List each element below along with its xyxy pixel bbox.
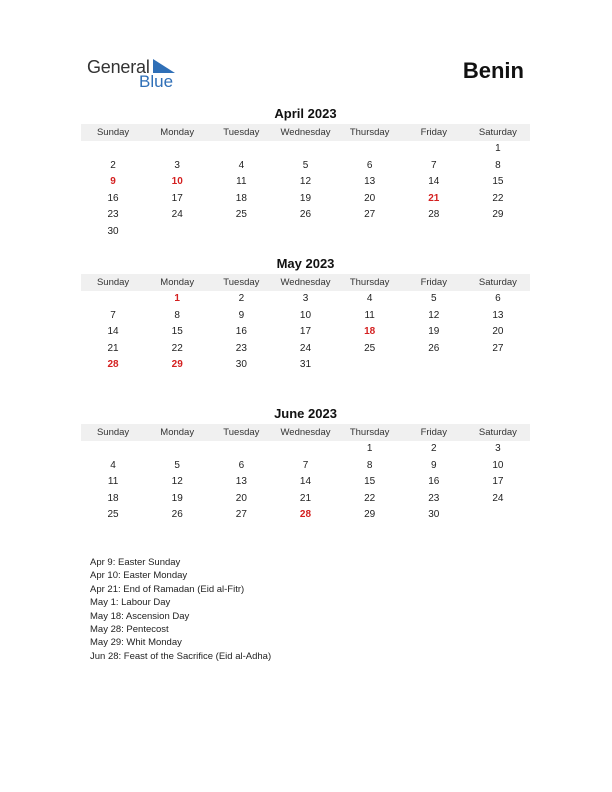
weekday-label: Wednesday — [280, 277, 331, 288]
holiday-item: May 28: Pentecost — [90, 624, 169, 636]
week-row — [81, 357, 530, 374]
day-cell: 22 — [492, 192, 504, 204]
day-cell: 5 — [302, 159, 309, 171]
holiday-item: May 1: Labour Day — [90, 597, 171, 609]
week-row — [81, 207, 530, 224]
day-cell: 26 — [428, 342, 440, 354]
empty-day-cell — [273, 441, 337, 458]
day-cell: 1 — [495, 143, 501, 154]
day-cell: 29 — [171, 359, 183, 371]
empty-day-cell — [145, 141, 209, 158]
holiday-item: May 29: Whit Monday — [90, 637, 182, 649]
week-row — [81, 224, 530, 241]
empty-day-cell — [209, 141, 273, 158]
holiday-item: Apr 21: End of Ramadan (Eid al-Fitr) — [90, 583, 245, 595]
week-row — [81, 341, 530, 358]
day-cell: 20 — [492, 326, 504, 338]
day-cell: 28 — [428, 209, 440, 221]
day-cell: 6 — [366, 159, 373, 171]
day-cell: 16 — [107, 192, 119, 204]
day-cell: 15 — [492, 176, 504, 188]
day-cell: 13 — [235, 476, 247, 488]
empty-day-cell — [209, 441, 273, 458]
day-cell: 20 — [235, 492, 247, 504]
weekday-label: Thursday — [349, 127, 390, 138]
month-may — [81, 256, 530, 374]
holiday-item: Apr 10: Easter Monday — [90, 570, 188, 582]
day-cell: 22 — [171, 342, 183, 354]
day-cell: 12 — [428, 309, 440, 321]
day-cell: 15 — [171, 326, 183, 338]
week-row — [81, 441, 530, 458]
logo-text-general: General — [87, 57, 150, 77]
day-cell: 3 — [495, 443, 501, 454]
empty-day-cell — [273, 224, 337, 241]
day-cell: 19 — [299, 192, 312, 204]
weekday-label: Tuesday — [223, 127, 260, 138]
week-row — [81, 174, 530, 191]
month-title: April 2023 — [274, 106, 337, 121]
week-row — [81, 141, 530, 158]
weekday-header — [81, 424, 530, 441]
week-row — [81, 458, 530, 475]
day-cell: 27 — [492, 342, 504, 354]
empty-day-cell — [81, 141, 145, 158]
week-row — [81, 491, 530, 508]
day-cell: 18 — [107, 492, 119, 504]
day-cell: 12 — [299, 176, 312, 188]
week-row — [81, 324, 530, 341]
month-title: June 2023 — [274, 406, 337, 421]
day-cell: 21 — [107, 342, 119, 354]
day-cell: 23 — [107, 209, 119, 221]
empty-day-cell — [81, 291, 145, 308]
empty-day-cell — [466, 357, 530, 374]
weekday-header — [81, 124, 530, 141]
month-june — [81, 406, 530, 524]
day-cell: 4 — [238, 159, 245, 171]
day-cell: 19 — [171, 492, 183, 504]
weekday-label: Friday — [420, 127, 447, 138]
day-cell: 6 — [238, 459, 245, 471]
day-cell: 11 — [364, 309, 375, 321]
day-cell: 8 — [174, 309, 180, 321]
empty-day-cell — [145, 224, 209, 241]
empty-day-cell — [466, 507, 530, 524]
day-cell: 21 — [428, 192, 440, 204]
day-cell: 28 — [107, 359, 119, 371]
day-cell: 20 — [364, 192, 376, 204]
weekday-label: Sunday — [96, 427, 130, 438]
week-row — [81, 191, 530, 208]
day-cell: 25 — [364, 342, 376, 354]
weekday-label: Wednesday — [280, 427, 331, 438]
weekday-label: Thursday — [349, 277, 390, 288]
week-row — [81, 291, 530, 308]
day-cell: 27 — [235, 509, 247, 521]
country-title: Benin — [462, 58, 524, 83]
logo-text-blue: Blue — [139, 72, 174, 91]
day-cell: 12 — [171, 476, 183, 488]
day-cell: 5 — [174, 459, 180, 471]
week-row — [81, 308, 530, 325]
weekday-label: Saturday — [478, 277, 517, 288]
day-cell: 6 — [495, 293, 501, 304]
day-cell: 27 — [364, 209, 376, 221]
day-cell: 25 — [235, 209, 247, 221]
day-cell: 30 — [428, 509, 440, 521]
empty-day-cell — [145, 441, 209, 458]
holiday-item: Jun 28: Feast of the Sacrifice (Eid al-Adha) — [90, 650, 272, 662]
day-cell: 8 — [366, 459, 373, 471]
day-cell: 1 — [366, 443, 373, 454]
week-row — [81, 507, 530, 524]
day-cell: 24 — [299, 342, 312, 354]
weekday-label: Monday — [160, 277, 195, 288]
day-cell: 9 — [110, 176, 116, 188]
empty-day-cell — [466, 224, 530, 241]
weekday-label: Saturday — [478, 427, 517, 438]
week-row — [81, 474, 530, 491]
day-cell: 4 — [110, 459, 116, 471]
generalblue-logo — [87, 56, 187, 92]
holiday-list — [90, 556, 271, 663]
day-cell: 17 — [492, 476, 504, 488]
day-cell: 28 — [299, 509, 312, 521]
day-cell: 23 — [235, 342, 247, 354]
weekday-label: Thursday — [349, 427, 390, 438]
day-cell: 18 — [235, 192, 247, 204]
weekday-header — [81, 274, 530, 291]
day-cell: 14 — [107, 326, 119, 338]
weekday-label: Sunday — [96, 277, 130, 288]
day-cell: 11 — [236, 176, 247, 188]
weekday-label: Monday — [160, 127, 195, 138]
empty-day-cell — [81, 441, 145, 458]
day-cell: 26 — [171, 509, 183, 521]
day-cell: 18 — [364, 326, 376, 338]
weekday-label: Monday — [160, 427, 195, 438]
month-title: May 2023 — [276, 256, 335, 271]
day-cell: 23 — [428, 492, 440, 504]
empty-day-cell — [338, 357, 402, 374]
day-cell: 22 — [364, 492, 376, 504]
empty-day-cell — [209, 224, 273, 241]
day-cell: 25 — [107, 509, 119, 521]
day-cell: 17 — [171, 192, 183, 204]
weekday-label: Friday — [420, 277, 447, 288]
day-cell: 10 — [299, 309, 312, 321]
day-cell: 24 — [171, 209, 183, 221]
day-cell: 2 — [430, 443, 437, 454]
day-cell: 31 — [299, 359, 312, 371]
weekday-label: Friday — [420, 427, 447, 438]
day-cell: 14 — [299, 476, 312, 488]
weekday-label: Sunday — [96, 127, 130, 138]
weekday-label: Saturday — [478, 127, 517, 138]
holiday-item: Apr 9: Easter Sunday — [90, 557, 181, 568]
day-cell: 10 — [171, 176, 183, 188]
day-cell: 16 — [235, 326, 247, 338]
day-cell: 30 — [107, 225, 119, 237]
day-cell: 8 — [495, 159, 501, 171]
day-cell: 29 — [492, 209, 504, 221]
day-cell: 13 — [364, 176, 376, 188]
day-cell: 2 — [110, 159, 116, 171]
empty-day-cell — [402, 357, 466, 374]
day-cell: 29 — [364, 509, 376, 521]
logo-triangle-icon — [153, 59, 175, 73]
day-cell: 17 — [299, 326, 312, 338]
day-cell: 4 — [366, 293, 373, 304]
empty-day-cell — [273, 141, 337, 158]
empty-day-cell — [338, 224, 402, 241]
day-cell: 14 — [428, 176, 440, 188]
weekday-label: Wednesday — [280, 127, 331, 138]
weekday-label: Tuesday — [223, 427, 260, 438]
day-cell: 9 — [430, 459, 437, 471]
day-cell: 1 — [174, 293, 180, 304]
day-cell: 7 — [302, 459, 309, 471]
day-cell: 9 — [238, 309, 245, 321]
empty-day-cell — [402, 141, 466, 158]
day-cell: 13 — [492, 309, 504, 321]
empty-day-cell — [338, 141, 402, 158]
day-cell: 5 — [430, 293, 437, 304]
day-cell: 19 — [428, 326, 440, 338]
day-cell: 2 — [238, 293, 245, 304]
day-cell: 11 — [107, 476, 119, 488]
day-cell: 10 — [492, 459, 504, 471]
day-cell: 3 — [174, 159, 180, 171]
day-cell: 30 — [235, 359, 247, 371]
weekday-label: Tuesday — [223, 277, 260, 288]
day-cell: 7 — [430, 159, 437, 171]
day-cell: 15 — [364, 476, 376, 488]
month-april — [81, 106, 530, 241]
holiday-item: May 18: Ascension Day — [90, 610, 190, 622]
day-cell: 24 — [492, 492, 504, 504]
day-cell: 21 — [299, 492, 312, 504]
day-cell: 16 — [428, 476, 440, 488]
week-row — [81, 158, 530, 175]
day-cell: 7 — [110, 309, 116, 321]
day-cell: 26 — [299, 209, 312, 221]
empty-day-cell — [402, 224, 466, 241]
day-cell: 3 — [302, 293, 309, 304]
